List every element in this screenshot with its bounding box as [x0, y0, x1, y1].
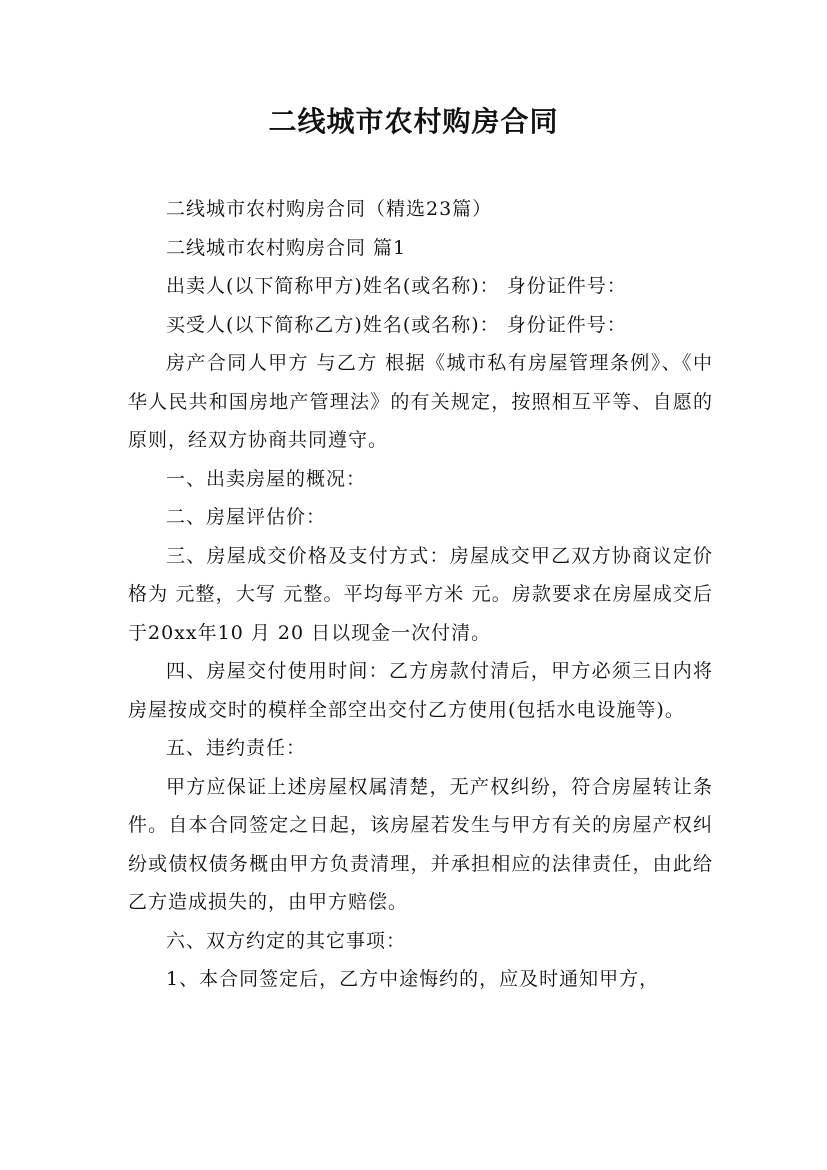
paragraph-preamble: 房产合同人甲方 与乙方 根据《城市私有房屋管理条例》、《中华人民共和国房地产管理法》的有关规定，按照相互平等、自愿的原则，经双方协商共同遵守。: [128, 352, 713, 451]
paragraph-clause-3: 三、房屋成交价格及支付方式：房屋成交甲乙双方协商议定价格为 元整，大写 元整。平均每平方米 元。房款要求在房屋成交后于20xx年10 月 20 日以现金一次付清。: [128, 544, 713, 644]
document-title: 二线城市农村购房合同: [268, 105, 559, 138]
paragraph-buyer: 买受人(以下简称乙方)姓名(或名称)： 身份证件号：: [166, 313, 627, 336]
paragraph-clause-4: 四、房屋交付使用时间：乙方房款付清后，甲方必须三日内将房屋按成交时的模样全部空出交付乙方使用(包括水电设施等)。: [128, 660, 713, 721]
paragraph-subtitle: 二线城市农村购房合同（精选23篇）: [166, 198, 493, 220]
paragraph-clause-5: 五、违约责任：: [166, 737, 307, 759]
paragraph-seller: 出卖人(以下简称甲方)姓名(或名称)： 身份证件号：: [166, 275, 627, 297]
paragraph-clause-5-body: 甲方应保证上述房屋权属清楚，无产权纠纷，符合房屋转让条件。自本合同签定之日起，该房屋若发生与甲方有关的房屋产权纠纷或债权债务概由甲方负责清理，并承担相应的法律责任，由此给乙方造成损失的，由甲方赔偿。: [128, 775, 713, 913]
paragraph-clause-2: 二、房屋评估价：: [166, 506, 327, 528]
paragraph-clause-6: 六、双方约定的其它事项：: [166, 929, 407, 952]
document-body: [128, 190, 713, 999]
paragraph-clause-6-item-1: 1、本合同签定后，乙方中途悔约的，应及时通知甲方，: [166, 968, 660, 990]
paragraph-section-heading: 二线城市农村购房合同 篇1: [166, 236, 407, 259]
paragraph-clause-1: 一、出卖房屋的概况：: [166, 467, 367, 490]
